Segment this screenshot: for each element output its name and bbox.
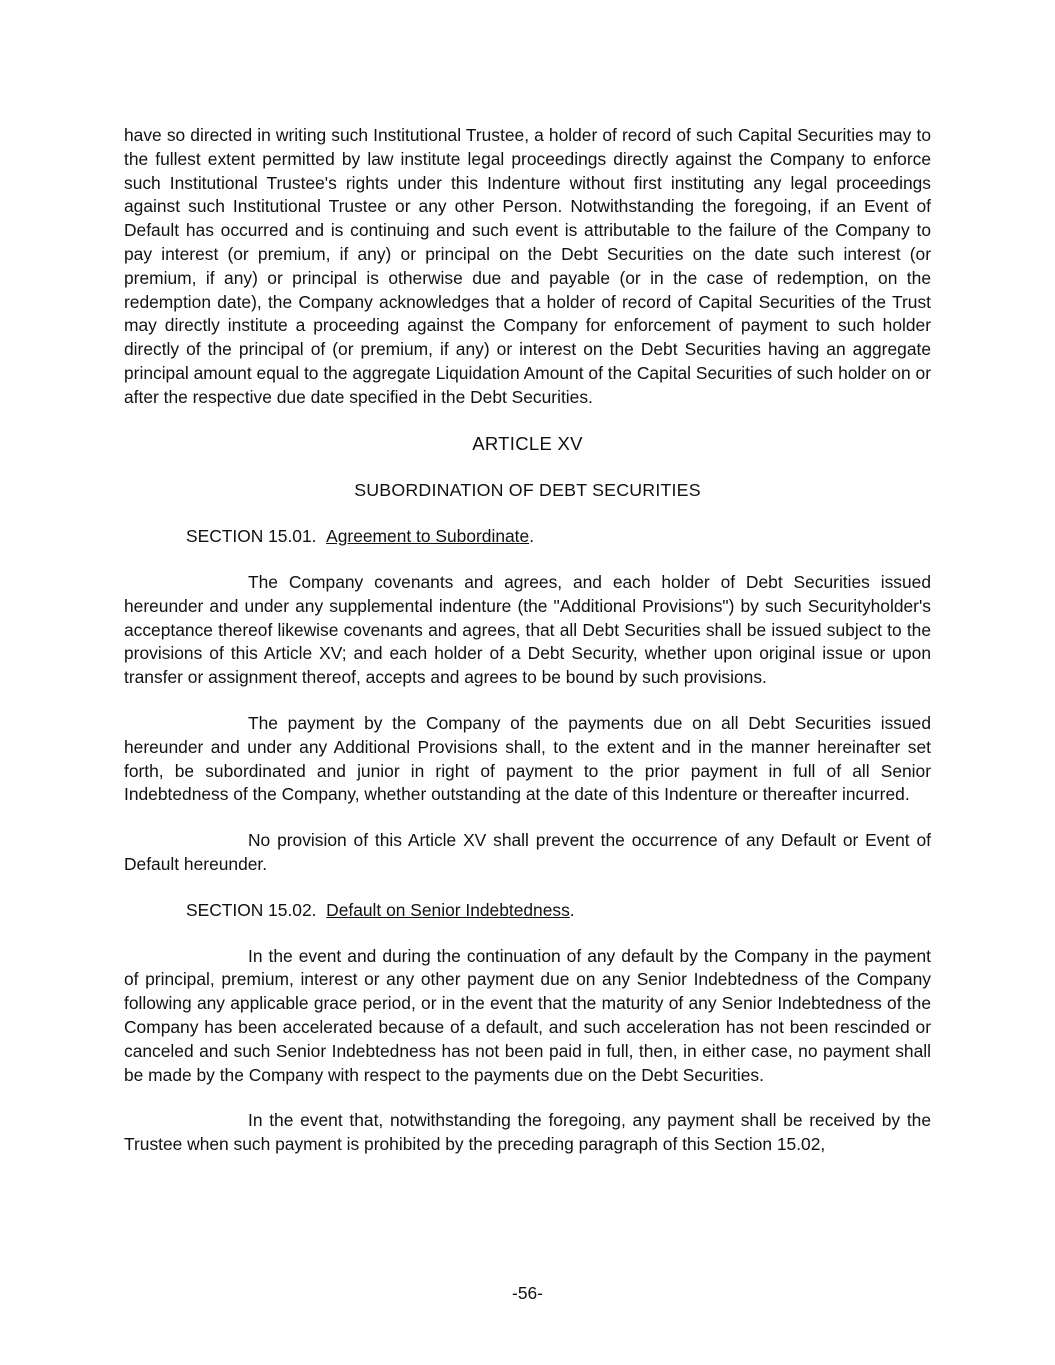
section-number: SECTION 15.02. <box>186 899 317 920</box>
section-title-period: . <box>569 899 575 920</box>
article-title: ARTICLE XV <box>472 432 583 454</box>
section-heading-15-02 <box>124 899 931 923</box>
section-title: Agreement to Subordinate <box>326 526 530 547</box>
paragraph-covenant: The Company covenants and agrees, and each holder of Debt Securities issued hereunder and under any supplemental indenture (the "Additional Provisions") by such Securityholder's acceptance thereof likewise covenants and agrees, that all Debt Securities shall be issued subject to the provisions of this Article XV; and each holder of a Debt Security, whether upon original issue or upon transfer or assignment thereof, accepts and agrees to be bound by such provisions. <box>124 571 931 688</box>
page-number: -56- <box>512 1283 543 1303</box>
paragraph-subordination: The payment by the Company of the payments due on all Debt Securities issued hereunder and under any Additional Provisions shall, to the extent and in the manner hereinafter set forth, be subordinated and junior in right of payment to the prior payment in full of all Senior Indebtedness of the Company, whether outstanding at the date of this Indenture or thereafter incurred. <box>124 712 931 805</box>
section-number: SECTION 15.01. <box>186 526 317 547</box>
section-title: Default on Senior Indebtedness <box>326 899 570 920</box>
document-page <box>124 124 931 1157</box>
section-title-period: . <box>529 526 535 547</box>
section-heading-15-01 <box>124 525 931 549</box>
paragraph-default-event: In the event and during the continuation of any default by the Company in the payment of principal, premium, interest or any other payment due on any Senior Indebtedness of the Company following any applicable grace period, or in the event that the maturity of any Senior Indebtedness of the Company has been accelerated because of a default, and such acceleration has not been rescinded or canceled and such Senior Indebtedness has not been paid in full, then, in either case, no payment shall be made by the Company with respect to the payments due on the Debt Securities. <box>124 945 931 1085</box>
paragraph-payment-received: In the event that, notwithstanding the foregoing, any payment shall be received by the Trustee when such payment is prohibited by the preceding paragraph of this Section 15.02, <box>124 1110 931 1155</box>
article-subtitle: SUBORDINATION OF DEBT SECURITIES <box>354 480 701 501</box>
paragraph-trust-holder-rights: have so directed in writing such Institutional Trustee, a holder of record of such Capital Securities may to the fullest extent permitted by law institute legal proceedings directly against the Company to enforce such Institutional Trustee's rights under this Indenture without first instituting any legal proceedings against such Institutional Trustee or any other Person. Notwithstanding the foregoing, if an Event of Default has occurred and is continuing and such event is attributable to the failure of the Company to pay interest (or premium, if any) or principal on the Debt Securities on the date such interest (or premium, if any) or principal is otherwise due and payable (or in the case of redemption, on the redemption date), the Company acknowledges that a holder of record of Capital Securities of the Trust may directly institute a proceeding against the Company for enforcement of payment to such holder directly of the principal of (or premium, if any) or interest on the Debt Securities having an aggregate principal amount equal to the aggregate Liquidation Amount of the Capital Securities of such holder on or after the respective due date specified in the Debt Securities. <box>124 125 931 407</box>
paragraph-no-provision: No provision of this Article XV shall prevent the occurrence of any Default or Event of Default hereunder. <box>124 830 931 874</box>
